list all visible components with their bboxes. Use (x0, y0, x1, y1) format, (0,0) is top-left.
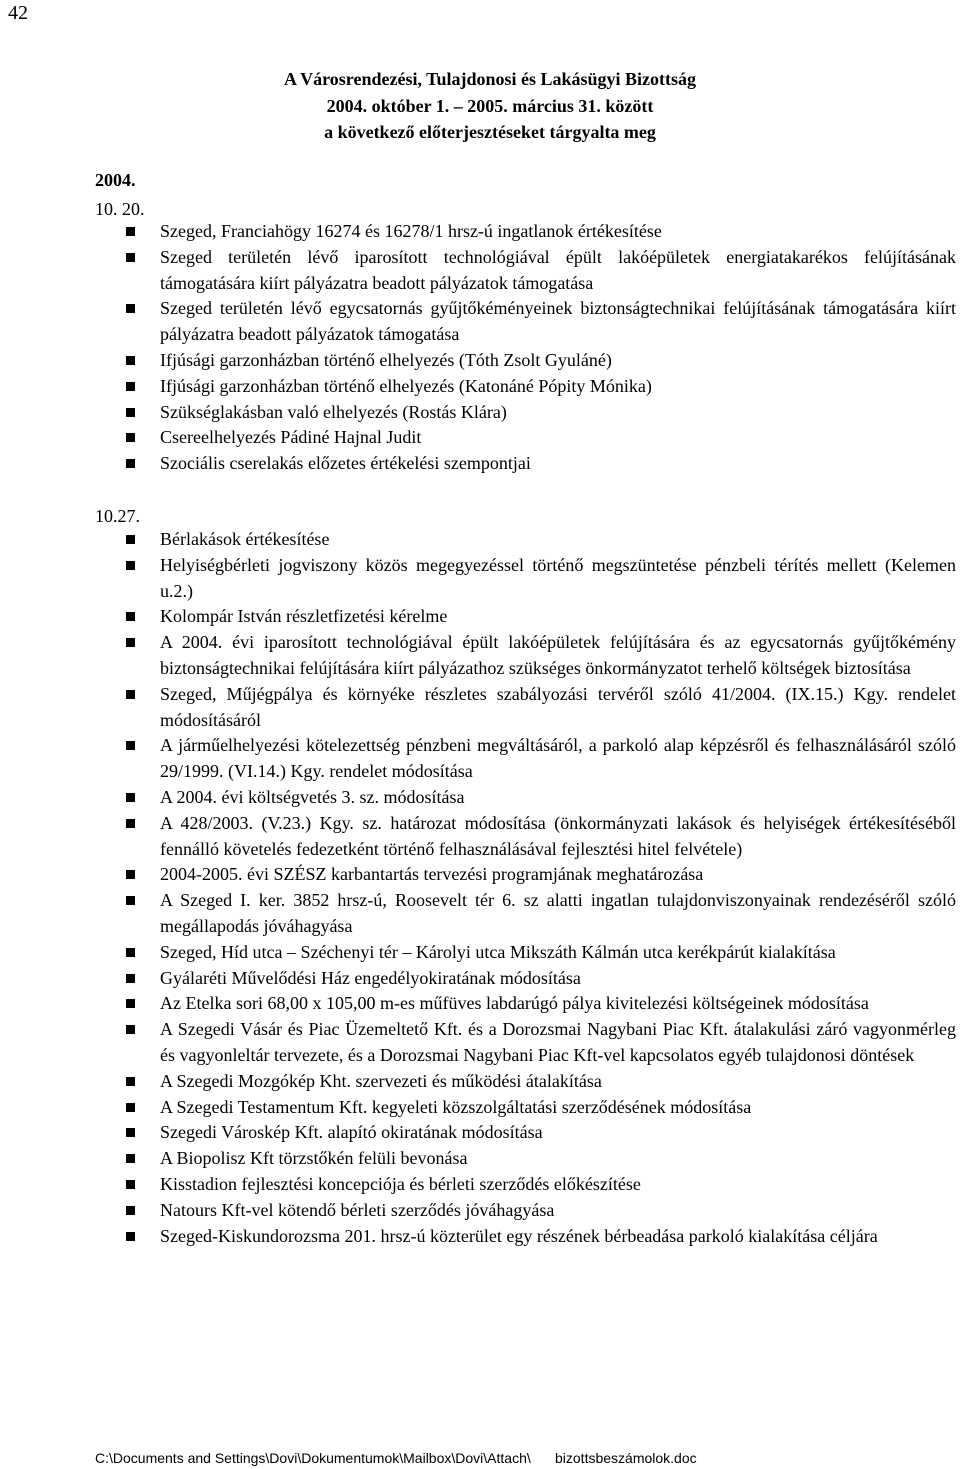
section-date: 10. 20. (95, 199, 145, 219)
list-item: Helyiségbérleti jogviszony közös megegyezéssel történő megszüntetése pénzbeli térítés mellett (Kelemen u.2.) (160, 553, 956, 605)
list-item: Szeged területén lévő egycsatornás gyűjtőkéményeinek biztonságtechnikai felújításának támogatására kiírt pályázatra beadott pályázatok támogatása (160, 296, 956, 348)
page-number: 42 (8, 2, 28, 24)
list-item: A Szegedi Vásár és Piac Üzemeltető Kft. és a Dorozsmai Nagybani Piac Kft. átalakulási záró vagyonmérleg és vagyonleltár tervezete, és a Dorozsmai Nagybani Piac Kft-vel kapcsolatos egyéb tulajdonosi döntések (160, 1017, 956, 1069)
list-item: Szükséglakásban való elhelyezés (Rostás Klára) (160, 400, 956, 426)
list-item: Ifjúsági garzonházban történő elhelyezés (Tóth Zsolt Gyuláné) (160, 348, 956, 374)
list-item: Bérlakások értékesítése (160, 527, 956, 553)
list-item: Ifjúsági garzonházban történő elhelyezés (Katonáné Pópity Mónika) (160, 374, 956, 400)
list-item: A 428/2003. (V.23.) Kgy. sz. határozat módosítása (önkormányzati lakások és helyiségek értékesítéséből fennálló követelés fedezetként történő felhasználásával fejlesztési hitel felvétele) (160, 811, 956, 863)
agenda-list (160, 527, 956, 1249)
section-date: 10.27. (95, 506, 140, 526)
list-item: A Biopolisz Kft törzstőkén felüli bevonása (160, 1146, 956, 1172)
document-heading (190, 66, 790, 146)
list-item: Az Etelka sori 68,00 x 105,00 m-es műfüves labdarúgó pálya kivitelezési költségeinek módosítása (160, 991, 956, 1017)
heading-line-2: 2004. október 1. – 2005. március 31. között (326, 95, 654, 116)
list-item: Szeged, Műjégpálya és környéke részletes szabályozási tervéről szóló 41/2004. (IX.15.) Kgy. rendelet módosításáról (160, 682, 956, 734)
agenda-list (160, 219, 956, 477)
list-item: A 2004. évi költségvetés 3. sz. módosítása (160, 785, 956, 811)
list-item: Szeged, Franciahögy 16274 és 16278/1 hrsz-ú ingatlanok értékesítése (160, 219, 956, 245)
list-item: 2004-2005. évi SZÉSZ karbantartás tervezési programjának meghatározása (160, 862, 956, 888)
list-item: Natours Kft-vel kötendő bérleti szerződés jóváhagyása (160, 1198, 956, 1224)
heading-line-3: a következő előterjesztéseket tárgyalta meg (324, 122, 656, 142)
list-item: Szociális cserelakás előzetes értékelési szempontjai (160, 451, 956, 477)
footer-filename: bizottsbeszámolok.doc (555, 1450, 697, 1466)
heading-line-1: A Városrendezési, Tulajdonosi és Lakásügyi Bizottság (283, 69, 697, 89)
list-item: A Szegedi Mozgókép Kht. szervezeti és működési átalakítása (160, 1069, 956, 1095)
list-item: Szeged, Híd utca – Széchenyi tér – Károlyi utca Mikszáth Kálmán utca kerékpárút kialakítása (160, 940, 956, 966)
list-item: Szeged-Kiskundorozsma 201. hrsz-ú közterület egy részének bérbeadása parkoló kialakítása céljára (160, 1224, 956, 1250)
list-item: A járműelhelyezési kötelezettség pénzbeni megváltásáról, a parkoló alap képzésről és felhasználásáról szóló 29/1999. (VI.14.) Kgy. rendelet módosítása (160, 733, 956, 785)
list-item: A Szegedi Testamentum Kft. kegyeleti közszolgáltatási szerződésének módosítása (160, 1095, 956, 1121)
list-item: Csereelhelyezés Pádiné Hajnal Judit (160, 425, 956, 451)
year-label: 2004. (95, 170, 136, 190)
list-item: Szeged területén lévő iparosított technológiával épült lakóépületek energiatakarékos felújításának támogatására kiírt pályázatra beadott pályázatok támogatása (160, 245, 956, 297)
list-item: A Szeged I. ker. 3852 hrsz-ú, Roosevelt tér 6. sz alatti ingatlan tulajdonviszonyainak rendezéséről szóló megállapodás jóváhagyása (160, 888, 956, 940)
list-item: Kisstadion fejlesztési koncepciója és bérleti szerződés előkészítése (160, 1172, 956, 1198)
list-item: A 2004. évi iparosított technológiával épült lakóépületek felújítására és az egycsatornás gyűjtőkémény biztonságtechnikai felújítására kiírt pályázathoz szükséges önkormányzatot terhelő költségek biztosítása (160, 630, 956, 682)
list-item: Kolompár István részletfizetési kérelme (160, 604, 956, 630)
footer-path: C:\Documents and Settings\Dovi\Dokumentumok\Mailbox\Dovi\Attach\ (95, 1450, 531, 1466)
list-item: Szegedi Városkép Kft. alapító okiratának módosítása (160, 1120, 956, 1146)
list-item: Gyálaréti Művelődési Ház engedélyokiratának módosítása (160, 966, 956, 992)
